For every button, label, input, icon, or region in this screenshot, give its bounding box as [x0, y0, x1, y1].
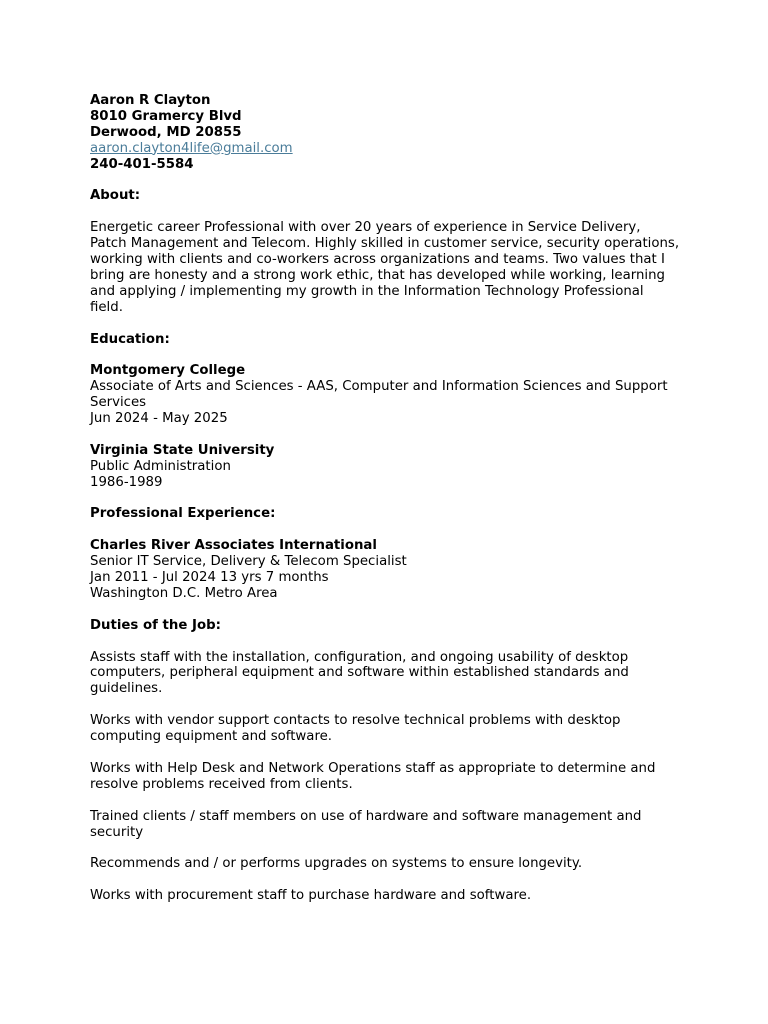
duty-line: Works with Help Desk and Network Operations staff as appropriate to determine and — [90, 760, 656, 776]
school-dates: Jun 2024 - May 2025 — [90, 411, 228, 427]
contact-block — [90, 93, 690, 173]
job-title: Senior IT Service, Delivery & Telecom Specialist — [90, 554, 407, 570]
duty-item — [90, 713, 690, 745]
duty-item — [90, 650, 690, 698]
duty-item — [90, 888, 690, 904]
about-line: Energetic career Professional with over 20 years of experience in Service Delivery, — [90, 220, 641, 236]
education-heading: Education: — [90, 331, 170, 347]
degree-line: Public Administration — [90, 458, 231, 474]
duty-line: Trained clients / staff members on use of hardware and software management and — [90, 808, 642, 824]
contact-name: Aaron R Clayton — [90, 93, 211, 108]
contact-email-link[interactable]: aaron.clayton4life@gmail.com — [90, 140, 293, 156]
duty-line: Recommends and / or performs upgrades on systems to ensure longevity. — [90, 856, 583, 872]
education-entry — [90, 443, 690, 491]
contact-phone: 240-401-5584 — [90, 156, 194, 172]
company-name: Charles River Associates International — [90, 538, 377, 554]
about-paragraph — [90, 220, 690, 315]
duty-line: Works with procurement staff to purchase hardware and software. — [90, 888, 532, 904]
experience-heading: Professional Experience: — [90, 506, 276, 522]
about-line: bring are honesty and a strong work ethic, that has developed while working, learning — [90, 267, 665, 283]
school-name: Montgomery College — [90, 363, 246, 379]
contact-city: Derwood, MD 20855 — [90, 124, 242, 140]
school-name: Virginia State University — [90, 442, 275, 458]
experience-entry — [90, 538, 690, 602]
education-entry — [90, 363, 690, 427]
duty-line: security — [90, 824, 144, 840]
job-location: Washington D.C. Metro Area — [90, 585, 278, 601]
school-dates: 1986-1989 — [90, 474, 163, 490]
duties-heading: Duties of the Job: — [90, 617, 221, 633]
contact-street: 8010 Gramercy Blvd — [90, 108, 242, 124]
job-dates: Jan 2011 - Jul 2024 13 yrs 7 months — [90, 570, 329, 586]
duty-line: Works with vendor support contacts to resolve technical problems with desktop — [90, 713, 621, 729]
duty-item — [90, 856, 690, 872]
duty-line: computers, peripheral equipment and software within established standards and — [90, 665, 629, 681]
about-line: Patch Management and Telecom. Highly skilled in customer service, security operations, — [90, 236, 680, 252]
duty-line: guidelines. — [90, 681, 163, 697]
about-line: field. — [90, 299, 123, 315]
duty-line: Assists staff with the installation, configuration, and ongoing usability of desktop — [90, 649, 629, 665]
duty-item — [90, 761, 690, 793]
about-heading: About: — [90, 188, 141, 204]
about-line: and applying / implementing my growth in the Information Technology Professional — [90, 283, 644, 299]
about-line: working with clients and co-workers across organizations and teams. Two values that I — [90, 252, 665, 268]
resume-document — [90, 93, 690, 904]
degree-line: Services — [90, 395, 147, 411]
duty-item — [90, 809, 690, 841]
degree-line: Associate of Arts and Sciences - AAS, Computer and Information Sciences and Support — [90, 379, 668, 395]
duty-line: computing equipment and software. — [90, 729, 333, 745]
duty-line: resolve problems received from clients. — [90, 776, 353, 792]
